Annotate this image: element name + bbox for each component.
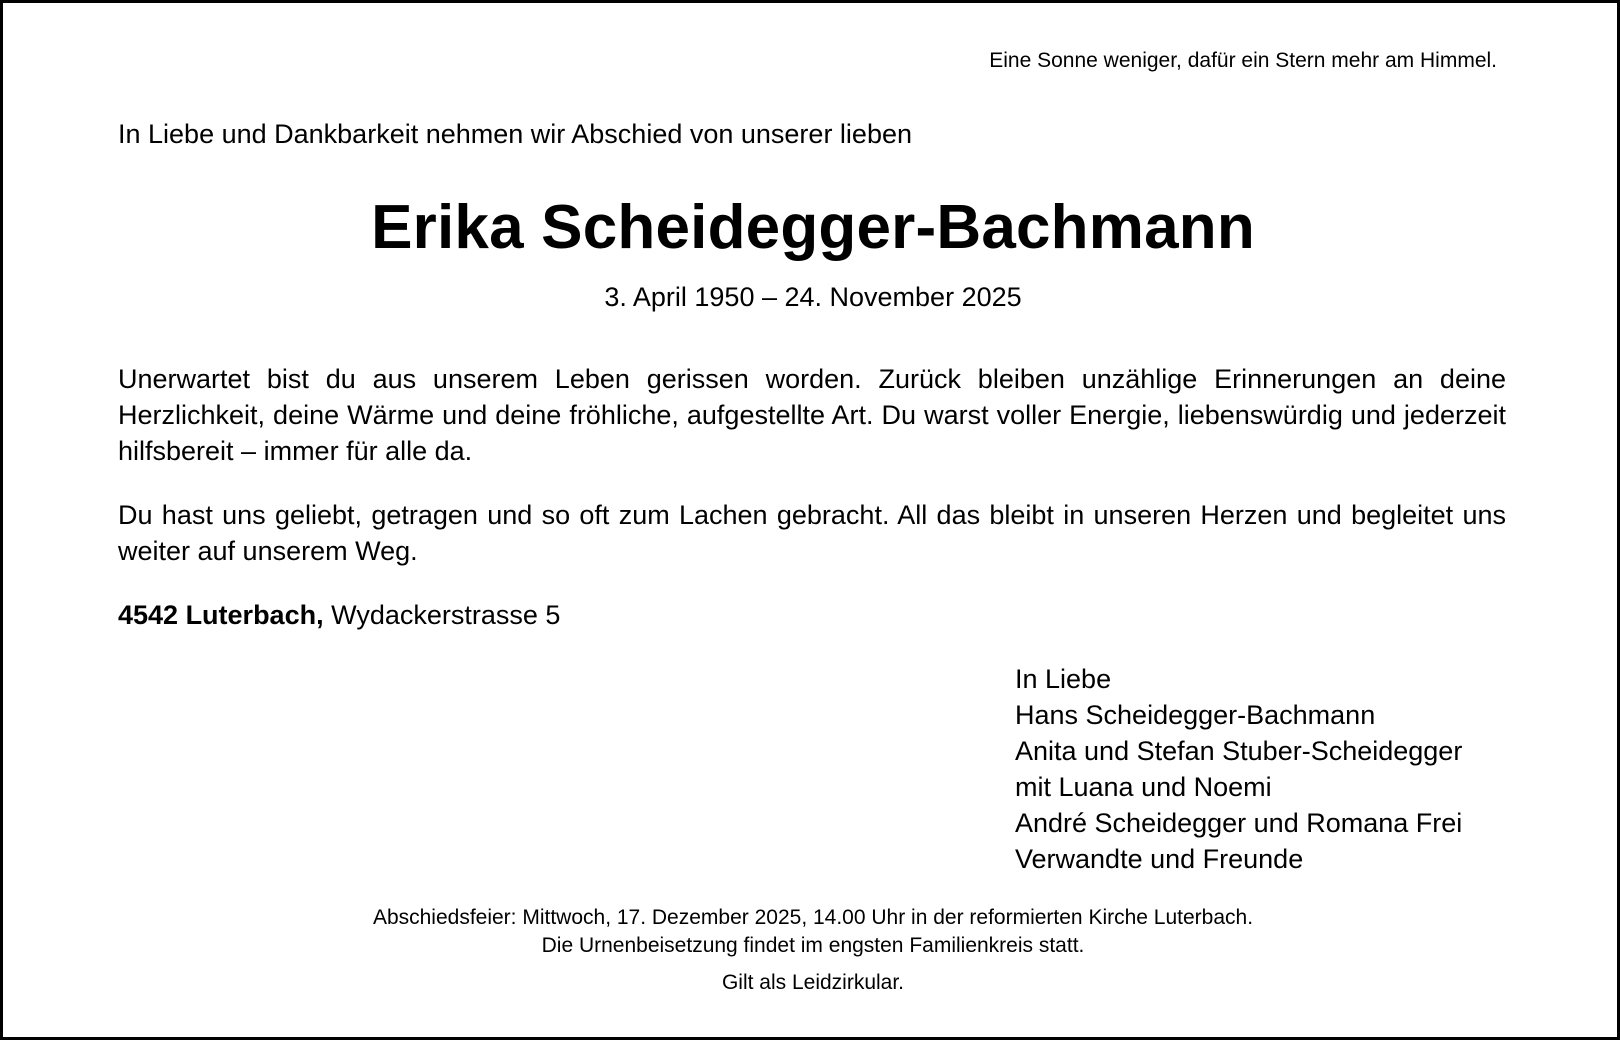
life-dates: 3. April 1950 – 24. November 2025 — [604, 282, 1022, 312]
circular-note: Gilt als Leidzirkular. — [721, 971, 905, 994]
address-street: Wydackerstrasse 5 — [331, 600, 561, 630]
mourners-item: Verwandte und Freunde — [1015, 844, 1304, 874]
address-town: 4542 Luterbach, — [118, 600, 324, 630]
mourners-item: mit Luana und Noemi — [1015, 772, 1272, 802]
memorial-paragraph-2: Du hast uns geliebt, getragen und so oft zum Lachen gebracht. All das bleibt in unseren Herzen und begleitet uns weiter auf unserem Weg. — [118, 500, 1506, 566]
mourners-item: Hans Scheidegger-Bachmann — [1015, 700, 1376, 730]
mourners-list — [1015, 661, 1462, 877]
ceremony-info: Abschiedsfeier: Mittwoch, 17. Dezember 2025, 14.00 Uhr in der reformierten Kirche Luterbach. — [372, 906, 1254, 929]
mourners-item: André Scheidegger und Romana Frei — [1015, 808, 1463, 838]
mourners-item: Anita und Stefan Stuber-Scheidegger — [1015, 736, 1463, 766]
memorial-paragraph-1: Unerwartet bist du aus unserem Leben gerissen worden. Zurück bleiben unzählige Erinnerungen an deine Herzlichkeit, deine Wärme und deine fröhliche, aufgestellte Art. Du warst voller Energie, liebenswürdig und jederzeit hilfsbereit – immer für alle da. — [118, 364, 1506, 466]
motto-quote: Eine Sonne weniger, dafür ein Stern mehr am Himmel. — [989, 49, 1497, 72]
deceased-name: Erika Scheidegger-Bachmann — [371, 193, 1255, 262]
family-address — [118, 597, 560, 633]
intro-line: In Liebe und Dankbarkeit nehmen wir Abschied von unserer lieben — [118, 119, 912, 149]
burial-info: Die Urnenbeisetzung findet im engsten Familienkreis statt. — [541, 934, 1085, 957]
mourners-item: In Liebe — [1015, 664, 1112, 694]
